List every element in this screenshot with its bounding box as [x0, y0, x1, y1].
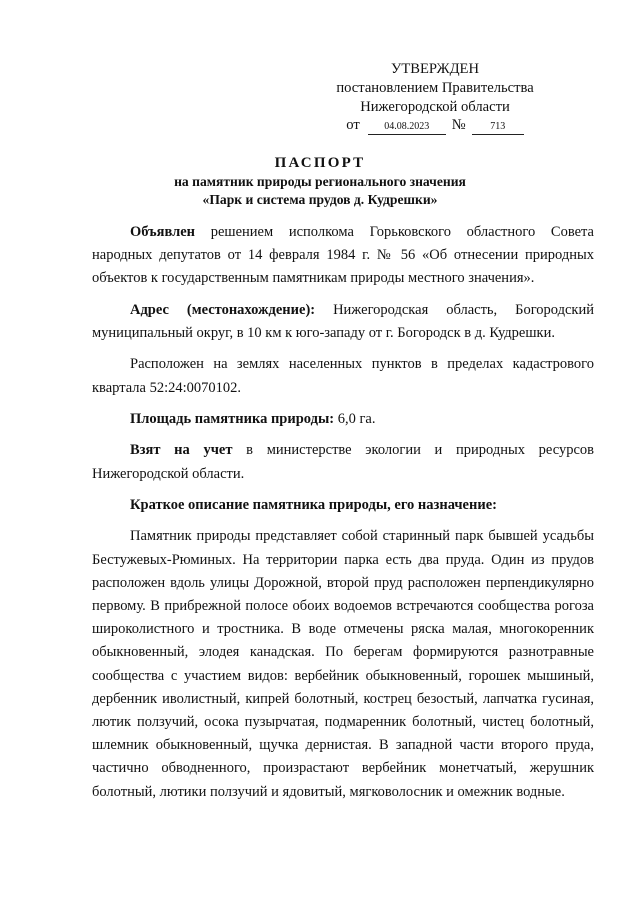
- address-text: Нижегородская область, Богородский муниципальный округ, в 10 км к юго-западу от г. Богородск в д. Кудрешки.: [92, 301, 594, 341]
- from-label: от: [346, 117, 360, 134]
- approval-line-3: Нижегородской области: [360, 98, 510, 115]
- location-text: Расположен на землях населенных пунктов в пределах кадастрового квартала 52:24:0070102.: [92, 356, 594, 396]
- approval-date-line: [330, 116, 540, 135]
- paragraph-declared: [92, 221, 594, 291]
- paragraph-address: [92, 299, 594, 345]
- declared-label: Объявлен: [130, 224, 196, 240]
- declared-text: решением исполкома Горьковского областного Совета народных депутатов от 14 февраля 1984 г. № 56 «Об отнесении природных объектов к государственным памятникам природы местного значения».: [92, 224, 594, 287]
- description-heading: Краткое описание памятника природы, его назначение:: [130, 496, 497, 513]
- number-label: №: [451, 117, 466, 134]
- registered-text: в министерстве экологии и природных ресурсов Нижегородской области.: [92, 442, 595, 482]
- document-title: [0, 153, 640, 210]
- registered-label: Взят на учет: [130, 442, 233, 459]
- description-text: Памятник природы представляет собой старинный парк бывшей усадьбы Бестужевых-Рюминых. На территории парка есть два пруда. Один из прудов расположен вдоль улицы Дорожной, второй пруд расположен перпендикулярно первому. В прибрежной полосе обоих водоемов встречаются сообщества рогоза широколистного и тростника. В воде отмечены ряска малая, многокоренник обыкновенный, элодея канадская. По берегам формируются разнотравные сообщества с участием видов: вербейник обыкновенный, горошек мышиный, дербенник иволистный, кипрей болотный, кострец безостый, лапчатка гусиная, лютик ползучий, осока пузырчатая, подмаренник болотный, чистец болотный, шлемник обыкновенный, щучка дернистая. В западной части второго пруда, частично обводненного, произрастают вербейник монетчатый, жерушник болотный, лютики ползучий и ядовитый, мягковолосник и омежник водные.: [92, 528, 594, 800]
- title-subtitle-2: «Парк и система прудов д. Кудрешки»: [202, 192, 438, 208]
- approval-line-2: постановлением Правительства: [336, 79, 534, 96]
- approval-title: УТВЕРЖДЕН: [391, 61, 479, 77]
- area-text: 6,0 га.: [334, 410, 376, 427]
- paragraph-registered: [92, 439, 594, 485]
- approval-number: 713: [472, 121, 524, 135]
- title-subtitle-1: на памятник природы регионального значения: [174, 174, 466, 189]
- paragraph-location: [92, 353, 594, 399]
- paragraph-area: [92, 408, 594, 431]
- approval-date: 04.08.2023: [368, 121, 446, 135]
- address-label: Адрес (местонахождение):: [130, 301, 316, 318]
- paragraph-description: [92, 525, 594, 803]
- paragraph-description-heading: [92, 494, 594, 517]
- document-body: [92, 221, 594, 804]
- approval-stamp: [330, 60, 540, 135]
- title-main: ПАСПОРТ: [274, 155, 366, 171]
- area-label: Площадь памятника природы:: [130, 410, 335, 427]
